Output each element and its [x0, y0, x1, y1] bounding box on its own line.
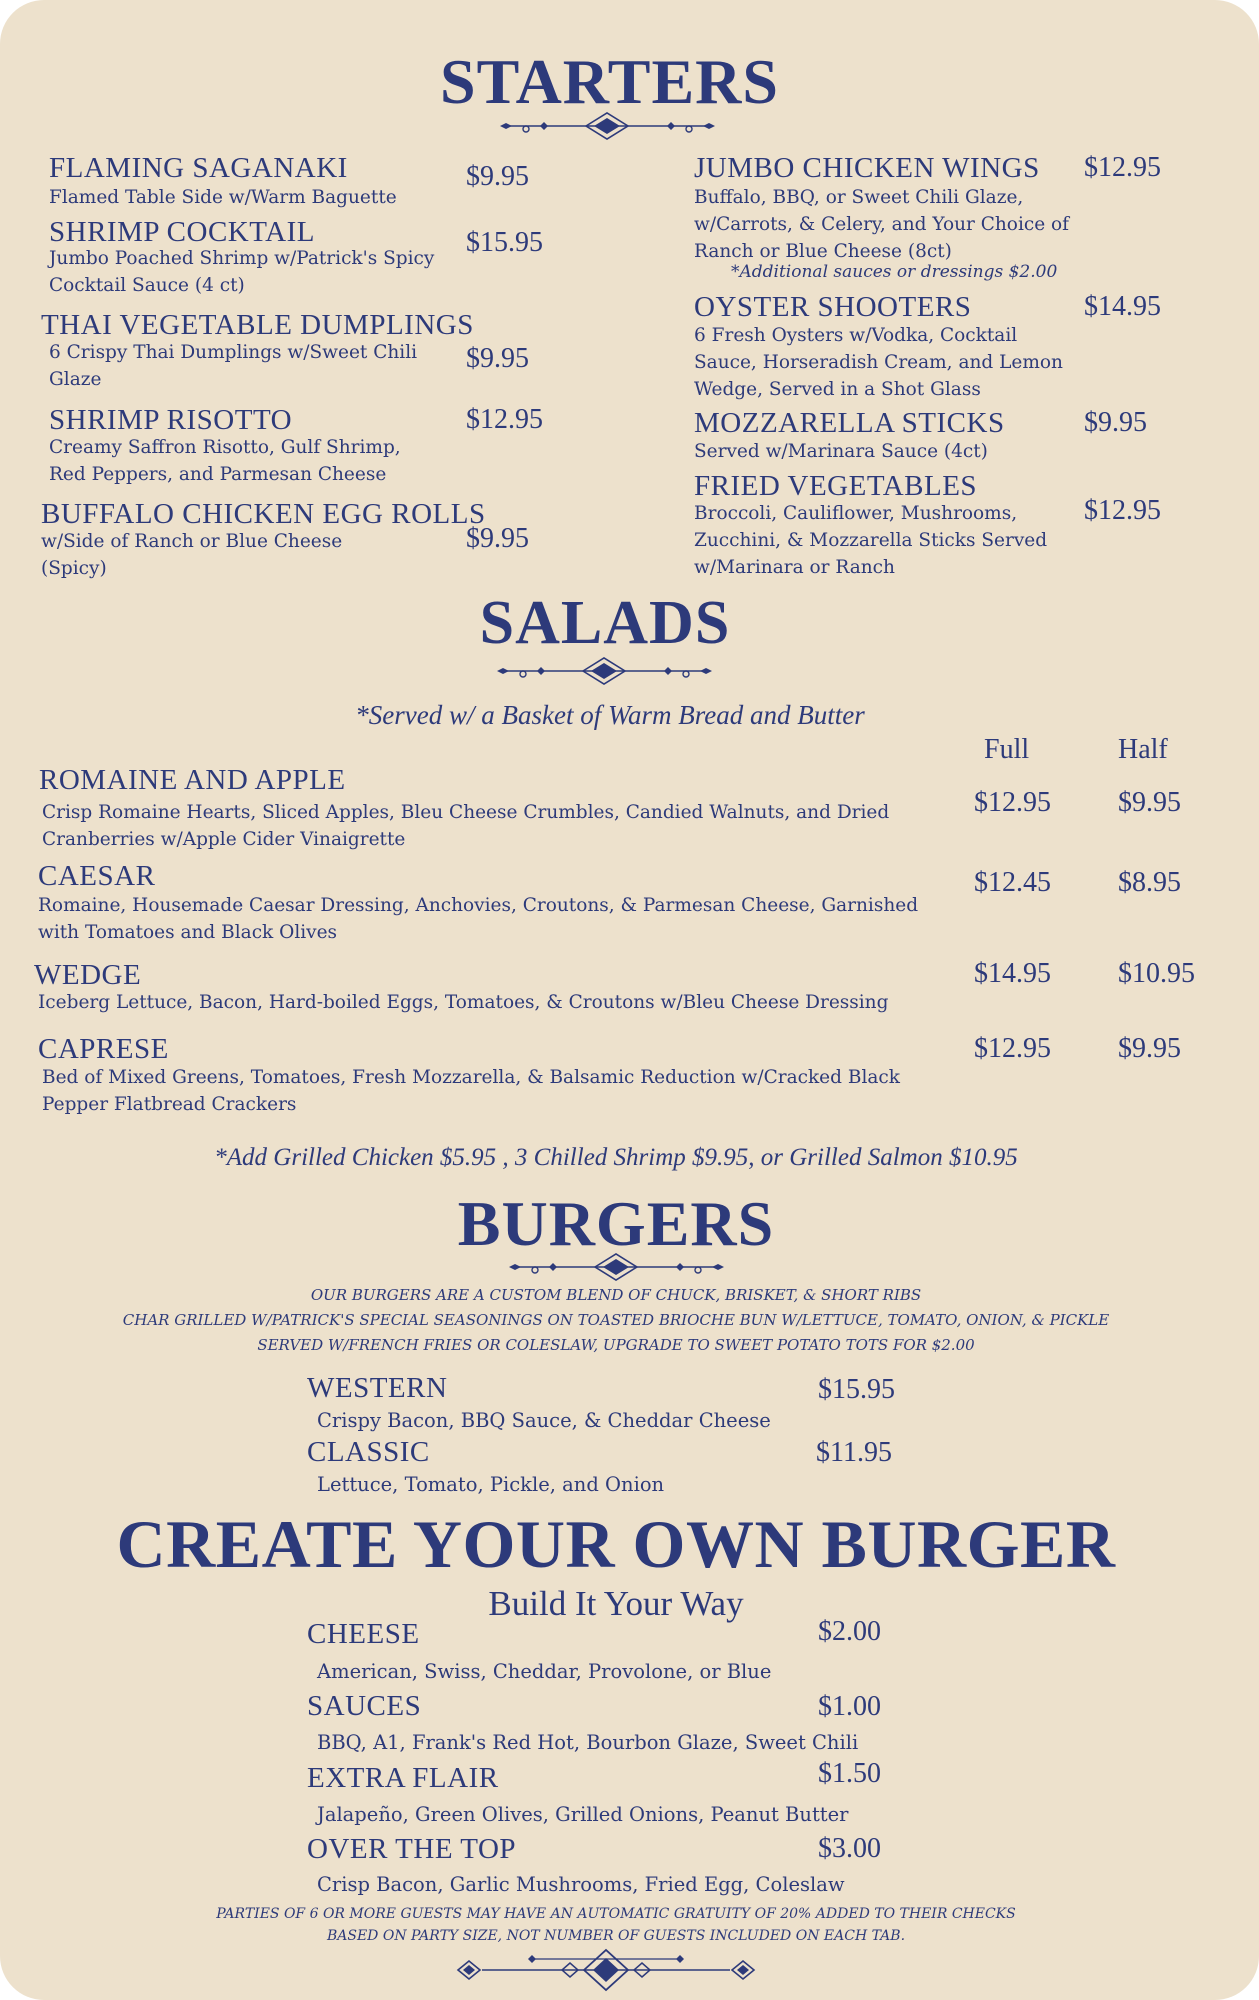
item-price-full: $12.95 — [974, 1033, 1051, 1064]
item-price: $11.95 — [816, 1437, 892, 1468]
item-price: $15.95 — [466, 227, 543, 258]
item-price-full: $12.95 — [974, 787, 1051, 818]
item-desc: American, Swiss, Cheddar, Provolone, or Blue — [317, 1660, 772, 1683]
item-price: $12.95 — [1084, 152, 1161, 183]
item-desc: Bed of Mixed Greens, Tomatoes, Fresh Mozzarella, & Balsamic Reduction w/Cracked Black Pepper Flatbread Crackers — [42, 1067, 900, 1115]
item-name: WESTERN — [307, 1372, 448, 1404]
item-desc: BBQ, A1, Frank's Red Hot, Bourbon Glaze, Sweet Chili — [317, 1731, 859, 1754]
item-price: $1.50 — [818, 1758, 881, 1789]
item-desc: Crisp Bacon, Garlic Mushrooms, Fried Egg, Coleslaw — [317, 1873, 845, 1896]
item-desc: Crispy Bacon, BBQ Sauce, & Cheddar Cheese — [317, 1409, 771, 1432]
item-desc: Flamed Table Side w/Warm Baguette — [49, 187, 397, 208]
item-name: CAESAR — [38, 860, 156, 892]
item-name: WEDGE — [34, 959, 142, 991]
item-price: $12.95 — [1084, 495, 1161, 526]
item-desc: Jalapeño, Green Olives, Grilled Onions, Peanut Butter — [317, 1803, 849, 1826]
item-price: $1.00 — [818, 1691, 881, 1722]
item-price-half: $8.95 — [1118, 867, 1181, 898]
burgers-title: BURGERS — [457, 1188, 775, 1259]
item-desc: Broccoli, Cauliflower, Mushrooms, Zucchini, & Mozzarella Sticks Served w/Marinara or Ranch — [694, 503, 1048, 578]
item-price: $9.95 — [466, 343, 529, 374]
item-name: FRIED VEGETABLES — [694, 470, 978, 502]
salads-title: SALADS — [479, 589, 731, 657]
item-desc: Served w/Marinara Sauce (4ct) — [694, 441, 988, 462]
intro-line: SERVED W/FRENCH FRIES OR COLESLAW, UPGRADE TO SWEET POTATO TOTS FOR $2.00 — [257, 1336, 975, 1354]
item-price: $3.00 — [818, 1833, 881, 1864]
item-desc: Romaine, Housemade Caesar Dressing, Anchovies, Croutons, & Parmesan Cheese, Garnished with Tomatoes and Black Olives — [38, 895, 919, 943]
item-desc: Lettuce, Tomato, Pickle, and Onion — [317, 1473, 665, 1496]
footer-line: BASED ON PARTY SIZE, NOT NUMBER OF GUESTS INCLUDED ON EACH TAB. — [326, 1928, 906, 1944]
flourish-divider-icon — [500, 112, 715, 140]
item-desc: 6 Crispy Thai Dumplings w/Sweet Chili Glaze — [49, 342, 418, 390]
item-desc: Creamy Saffron Risotto, Gulf Shrimp, Red Peppers, and Parmesan Cheese — [49, 437, 401, 485]
create-subtitle: Build It Your Way — [488, 1584, 744, 1623]
item-name: SHRIMP COCKTAIL — [49, 216, 315, 248]
intro-line: CHAR GRILLED W/PATRICK'S SPECIAL SEASONINGS ON TOASTED BRIOCHE BUN W/LETTUCE, TOMATO, ONION, & PICKLE — [122, 1311, 1110, 1329]
item-price-half: $9.95 — [1118, 787, 1181, 818]
item-name: CLASSIC — [307, 1436, 430, 1468]
item-name: EXTRA FLAIR — [307, 1762, 499, 1794]
item-price: $9.95 — [466, 523, 529, 554]
column-half-label: Half — [1118, 734, 1168, 765]
item-name: MOZZARELLA STICKS — [694, 407, 1005, 439]
item-name: CAPRESE — [38, 1033, 169, 1065]
salads-addons: *Add Grilled Chicken $5.95 , 3 Chilled Shrimp $9.95, or Grilled Salmon $10.95 — [214, 1144, 1018, 1171]
item-price: $14.95 — [1084, 291, 1161, 322]
item-name: FLAMING SAGANAKI — [49, 152, 348, 184]
item-desc: Buffalo, BBQ, or Sweet Chili Glaze, w/Carrots, & Celery, and Your Choice of Ranch or Blue Cheese (8ct) — [694, 187, 1070, 262]
item-price: $9.95 — [1084, 407, 1147, 438]
item-name: CHEESE — [307, 1618, 420, 1650]
item-desc: w/Side of Ranch or Blue Cheese (Spicy) — [41, 531, 343, 579]
item-price-half: $9.95 — [1118, 1033, 1181, 1064]
item-name: THAI VEGETABLE DUMPLINGS — [41, 309, 474, 341]
starters-title: STARTERS — [440, 46, 779, 117]
item-price: $12.95 — [466, 404, 543, 435]
item-name: ROMAINE AND APPLE — [39, 764, 346, 796]
column-full-label: Full — [984, 734, 1030, 765]
item-name: BUFFALO CHICKEN EGG ROLLS — [41, 498, 486, 530]
salads-subtitle: *Served w/ a Basket of Warm Bread and Butter — [355, 700, 865, 730]
diamond-flourish-icon — [456, 1947, 756, 1993]
item-price-half: $10.95 — [1118, 958, 1195, 989]
item-desc: Crisp Romaine Hearts, Sliced Apples, Bleu Cheese Crumbles, Candied Walnuts, and Dried Cranberries w/Apple Cider Vinaigrette — [42, 802, 890, 850]
flourish-divider-icon — [509, 1253, 724, 1281]
footer-line: PARTIES OF 6 OR MORE GUESTS MAY HAVE AN AUTOMATIC GRATUITY OF 20% ADDED TO THEIR CHECKS — [216, 1906, 1016, 1922]
item-name: SHRIMP RISOTTO — [49, 404, 293, 436]
item-name: SAUCES — [307, 1690, 422, 1722]
item-desc: Iceberg Lettuce, Bacon, Hard-boiled Eggs, Tomatoes, & Croutons w/Bleu Cheese Dressing — [38, 992, 889, 1013]
intro-line: OUR BURGERS ARE A CUSTOM BLEND OF CHUCK, BRISKET, & SHORT RIBS — [310, 1286, 922, 1304]
flourish-divider-icon — [497, 657, 712, 685]
item-name: JUMBO CHICKEN WINGS — [694, 152, 1040, 184]
item-price-full: $12.45 — [974, 867, 1051, 898]
item-price: $15.95 — [818, 1374, 895, 1405]
item-desc: 6 Fresh Oysters w/Vodka, Cocktail Sauce, Horseradish Cream, and Lemon Wedge, Served in a Shot Glass — [694, 325, 1063, 400]
item-note: *Additional sauces or dressings $2.00 — [731, 262, 1058, 282]
item-name: OYSTER SHOOTERS — [694, 291, 972, 323]
item-price: $9.95 — [466, 161, 529, 192]
create-title: CREATE YOUR OWN BURGER — [116, 1506, 1116, 1582]
item-price: $2.00 — [818, 1616, 881, 1647]
item-desc: Jumbo Poached Shrimp w/Patrick's Spicy Cocktail Sauce (4 ct) — [49, 248, 435, 296]
item-price-full: $14.95 — [974, 958, 1051, 989]
item-name: OVER THE TOP — [307, 1833, 517, 1865]
